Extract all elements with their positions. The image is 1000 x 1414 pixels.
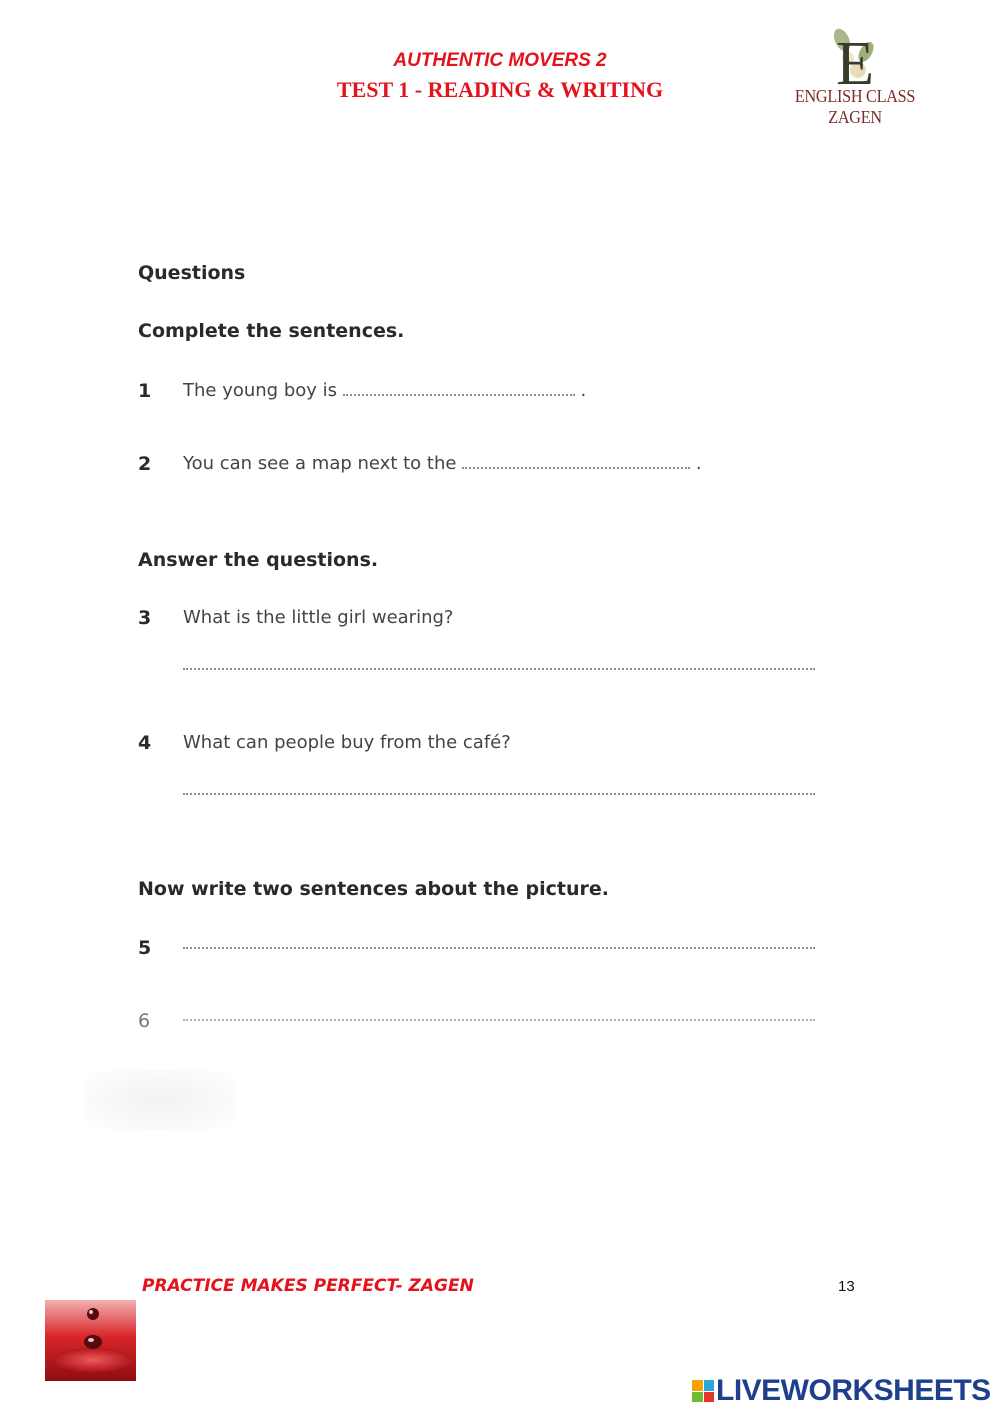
question-number-2: 2 — [138, 453, 152, 475]
complete-sentences-heading: Complete the sentences. — [138, 320, 405, 342]
answer-questions-heading: Answer the questions. — [138, 549, 379, 571]
footer-motto: PRACTICE MAKES PERFECT- ZAGEN — [142, 1276, 474, 1296]
question-2-end: . — [695, 453, 702, 474]
faded-smudge — [85, 1070, 235, 1130]
question-2-text: You can see a map next to the — [183, 453, 457, 474]
answer-line-3[interactable] — [183, 668, 815, 670]
header-title-test: TEST 1 - READING & WRITING — [336, 77, 664, 102]
question-3-text: What is the little girl wearing? — [183, 607, 454, 628]
question-number-4: 4 — [138, 732, 152, 754]
question-2 — [183, 453, 702, 474]
header-title-series: AUTHENTIC MOVERS 2 — [393, 50, 607, 71]
answer-line-5[interactable] — [183, 947, 815, 949]
answer-blank-1[interactable] — [343, 380, 575, 396]
liveworksheets-text: LIVEWORKSHEETS — [716, 1374, 991, 1407]
question-4-text: What can people buy from the café? — [183, 732, 511, 753]
question-1-end: . — [580, 380, 587, 401]
liveworksheets-logo-icon — [692, 1380, 714, 1402]
liveworksheets-brand[interactable] — [692, 1374, 991, 1408]
svg-text:E: E — [836, 30, 874, 86]
question-number-3: 3 — [138, 607, 152, 629]
answer-line-6[interactable] — [183, 1019, 815, 1021]
logo-text: ENGLISH CLASS ZAGEN — [794, 86, 916, 127]
english-class-zagen-logo — [770, 22, 940, 127]
water-drop-image — [45, 1300, 136, 1381]
question-1 — [183, 380, 586, 401]
answer-blank-2[interactable] — [462, 453, 690, 469]
page-number: 13 — [838, 1278, 855, 1295]
question-number-5: 5 — [138, 937, 152, 959]
question-1-text: The young boy is — [183, 380, 338, 401]
question-number-6: 6 — [138, 1010, 151, 1032]
logo-emblem-icon — [770, 22, 940, 86]
answer-line-4[interactable] — [183, 793, 815, 795]
question-number-1: 1 — [138, 380, 152, 402]
write-sentences-heading: Now write two sentences about the picture. — [138, 878, 610, 900]
questions-heading: Questions — [138, 262, 246, 284]
